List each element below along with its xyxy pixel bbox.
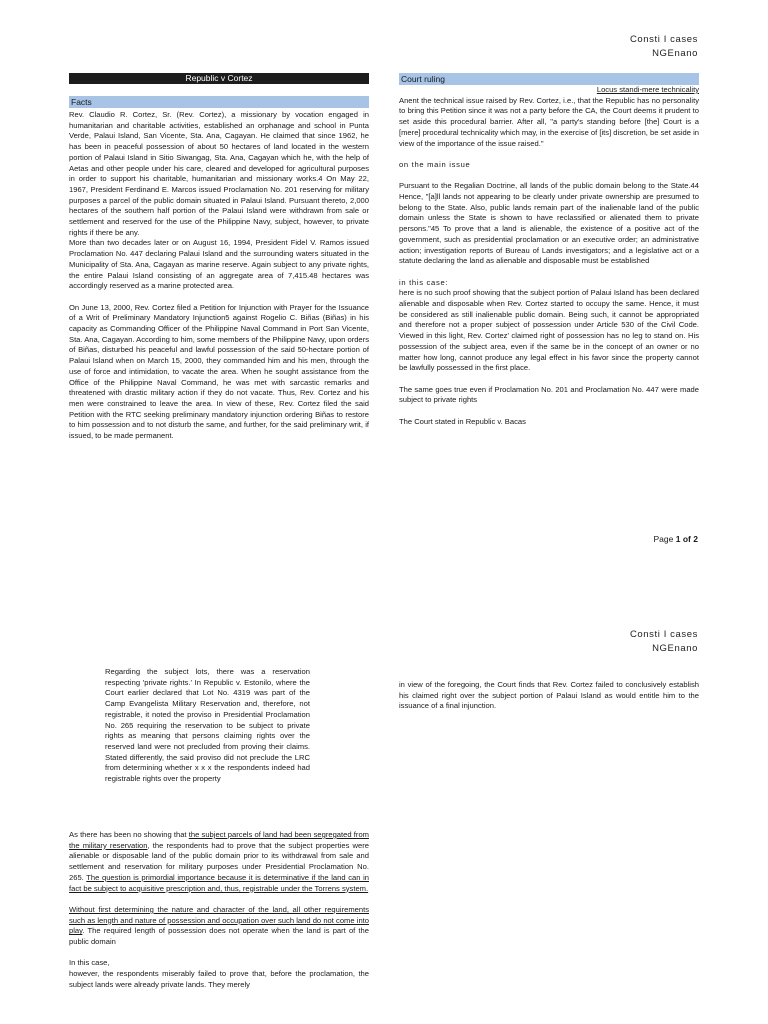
ruling-paragraph-5: The Court stated in Republic v. Bacas [399,416,526,426]
facts-paragraph-2: More than two decades later or on August 16, 1994, President Fidel V. Ramos issued Proclamation No. 447 declaring Palaui Island and the surrounding waters situated in the Municipality of Sta. Ana, Cagayan as marine reserve. Again subject to any private rights, the entire Palaui Island consisting of an aggregate area of 7,415.48 hectares was accordingly reserved as a marine protected area. [69,238,369,291]
block-quote [105,667,310,785]
page-number [654,534,698,544]
ruling-paragraph-2: Pursuant to the Regalian Doctrine, all lands of the public domain belong to the State.44 Hence, "[a]ll lands not appearing to be clearly under private ownership are presumed to belong to the State. Also, public lands remain part of the inalienable land of the public domain unless the State is shown to have reclassified or alienated them to private persons."45 To prove that a land is alienable, the existence of a positive act of the government, such as presidential proclamation or an executive order; an administrative action; investigation reports of Bureau of Lands investigators; and a legislative act or a statute declaring the land as alienable and disposable must be established [399,181,699,266]
facts-heading: Facts [69,96,369,108]
this-case-heading: In this case, [69,958,110,968]
ruling-paragraph-1: Anent the technical issue raised by Rev. Cortez, i.e., that the Republic has no personality to bring this Petition since it was not a party before the CA, the Court deems it prudent to set aside this procedural barrier. After all, "a party's standing before [the] Court is a [mere] procedural technicality which may, in the exercise of [its] discretion, be set aside in view of the importance of the issue raised." [399,95,699,148]
analysis-paragraph-2: Without first determining the nature and character of the land, all other requirements such as length and nature of possession and occupation over such land do not come into play. The required length of possession does not operate when the land is part of the public domain [69,904,369,947]
page-header-2 [630,628,698,656]
page-of: of [682,534,691,544]
header-line1: Consti I cases [629,629,698,640]
page-label: Page [653,534,674,544]
court-ruling-heading: Court ruling [399,73,699,85]
quote-text: Regarding the subject lots, there was a reservation respecting 'private rights.' In Republic v. Estonilo, where the Court earlier declared that Lot No. 4319 was part of the Camp Evangelista Military Reservation and, therefore, not registrable, it noted the proviso in Presidential Proclamation No. 265 requiring the reservation to be subject to private rights as meaning that persons claiming rights over the reserved land were not precluded from proving their claims. Stated differently, the said proviso did not preclude the LRC from determining whether x x x the respondents indeed had registrable rights over the property [105,667,310,784]
ruling-column [399,85,699,427]
ruling-paragraph-3: here is no such proof showing that the subject portion of Palaui Island has been declared alienable and disposable when Rev. Cortez started to occupy the same. Hence, it must be considered as still inalienable public domain. Being such, it cannot be appropriated and therefore not a proper subject of possession under Article 530 of the Civil Code. Viewed in this light, Rev. Cortez' claimed right of possession has no leg to stand on. His possession of the subject area, even if the same be in the concept of an owner or no matter how long, cannot produce any legal effect in his favor since the property cannot be lawfully possessed in the first place. [399,288,699,373]
page-current: 1 [675,534,681,544]
conclusion-column [399,680,699,712]
locus-standi-heading: Locus standi-mere technicality [596,85,699,94]
page-total: 2 [693,534,698,544]
header-line2: NGEnano [652,643,698,654]
ruling-paragraph-4: The same goes true even if Proclamation No. 201 and Proclamation No. 447 were made subject to private rights [399,384,699,405]
analysis-column [69,830,369,991]
main-issue-label: on the main issue [399,159,471,169]
analysis-paragraph-3: however, the respondents miserably failed to prove that, before the proclamation, the subject lands were already private lands. They merely [69,969,369,989]
case-title: Republic v Cortez [69,73,369,84]
page-header [630,33,698,61]
document-page-2 [0,580,768,1024]
conclusion-text: in view of the foregoing, the Court finds that Rev. Cortez failed to conclusively establish his claimed right over the subject portion of Palaui Island as would entitle him to the issuance of a final injunction. [399,680,699,711]
this-case-label: in this case: [399,277,449,287]
header-line1: Consti I cases [629,34,698,45]
analysis-paragraph-1: As there has been no showing that the subject parcels of land had been segregated from the military reservation, the respondents had to prove that the subject properties were alienable or disposable land of the public domain prior to its withdrawal from sale and settlement and reservation for military purposes under Presidential Proclamation No. 265. The question is primordial importance because it is determinative if the land can in fact be subject to acquisitive prescription and, thus, registrable under the Torrens system. [69,830,369,893]
header-line2: NGEnano [652,48,698,59]
facts-paragraph-1: Rev. Claudio R. Cortez, Sr. (Rev. Cortez), a missionary by vocation engaged in humanitarian and charitable activities, established an orphanage and school in Punta Verde, Palaui Island, San Vicente, Sta. Ana, Cagayan. He claimed that since 1962, he has been in peaceful possession of about 50 hectares of land located in the western portion of Palaui Island in Sitio Siwangag, Sta. Ana, Cagayan which he, with the help of Aetas and other people under his care, cleared and developed for agricultural purposes in order to support his charitable, humanitarian and missionary works.4 On May 22, 1967, President Ferdinand E. Marcos issued Proclamation No. 201 reserving for military purposes a parcel of the public domain situated in Palaui Island. Pursuant thereto, 2,000 hectares of the southern half portion of the Palaui Island were withdrawn from sale or settlement and reserved for the use of the Philippine Navy, subject, however, to private rights if there be any. [69,110,369,237]
facts-column [69,110,369,442]
facts-paragraph-3: On June 13, 2000, Rev. Cortez filed a Petition for Injunction with Prayer for the Issuance of a Writ of Preliminary Mandatory Injunction5 against Rogelio C. Biñas (Biñas) in his capacity as Commanding Officer of the Philippine Naval Command in Port San Vicente, Sta. Ana, Cagayan. According to him, some members of the Philippine Navy, upon orders of Biñas, disturbed his peaceful and lawful possession of the said 50-hectare portion of Palaui Island when on March 15, 2000, they commanded him and his men, through the use of force and intimidation, to vacate the area. When he sought assistance from the Office of the Philippine Naval Command, he was met with sarcastic remarks and threatened with drastic military action if they do not vacate. Thus, Rev. Cortez and his men were constrained to leave the area. In view of these, Rev. Cortez filed the said Petition with the RTC seeking preliminary mandatory injunction ordering Biñas to restore to him possession and to not disturb the same, and further, for the said preliminary writ, if issued, to be made permanent. [69,302,369,441]
